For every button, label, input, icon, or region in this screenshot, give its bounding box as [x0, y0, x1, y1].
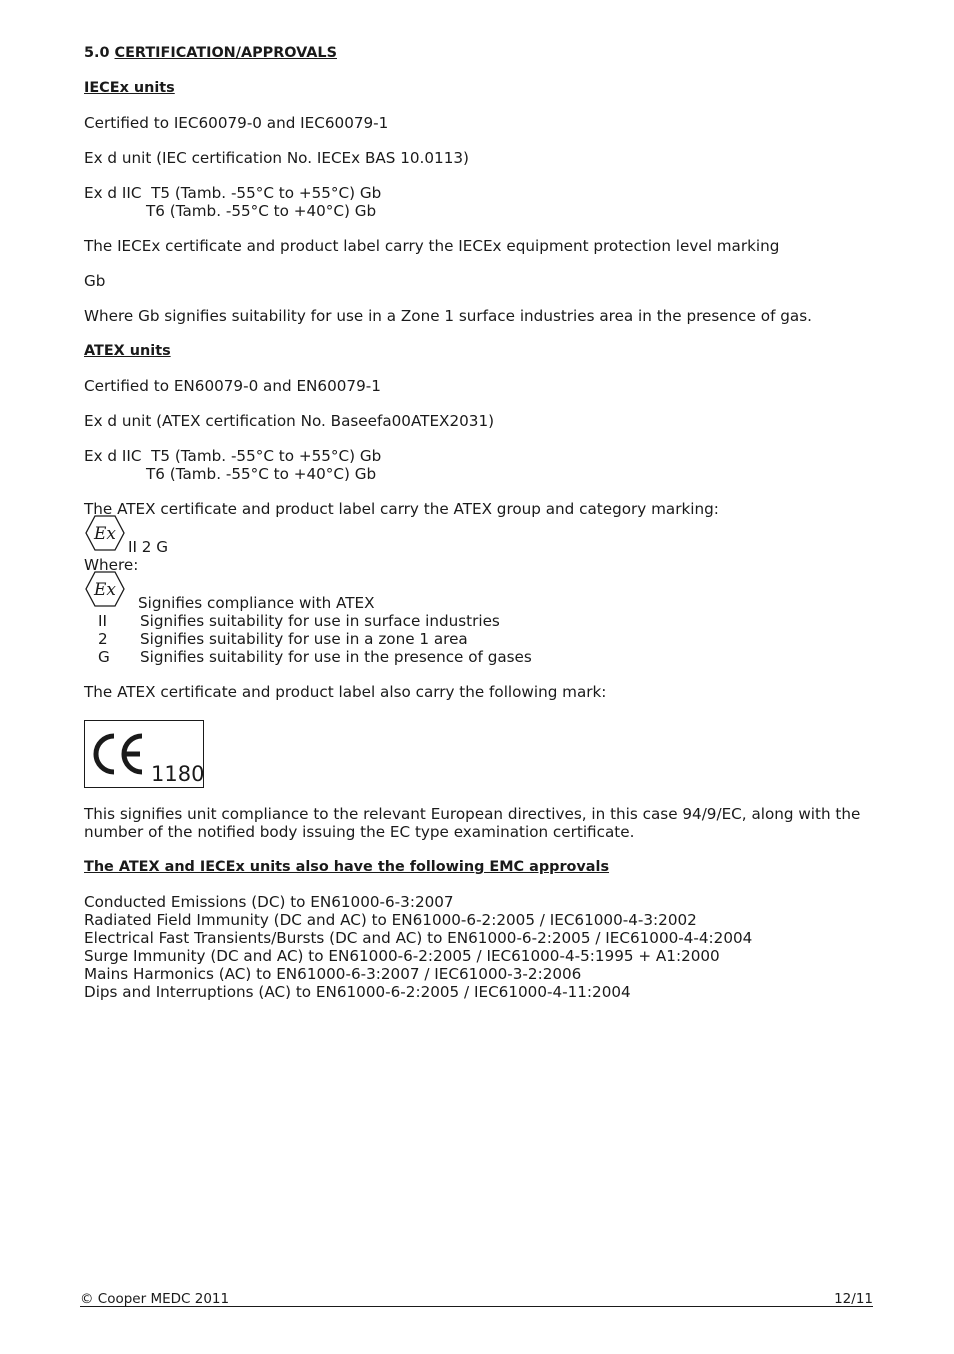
section-title: CERTIFICATION/APPROVALS	[114, 45, 337, 61]
legend-row	[84, 612, 874, 630]
legend-row	[84, 630, 874, 648]
document-body	[84, 44, 874, 1001]
ex-hexagon-icon	[84, 514, 126, 556]
ce-notified-body-number: 1180	[151, 762, 205, 786]
ex-meaning-row	[84, 574, 874, 612]
ce-logo-icon	[90, 730, 150, 778]
legend-symbol: G	[98, 648, 110, 666]
ex-meaning: Signifies compliance with ATEX	[138, 594, 375, 612]
ce-mark	[84, 720, 204, 788]
emc-item: Radiated Field Immunity (DC and AC) to EN61000-6-2:2005 / IEC61000-4-3:2002	[84, 911, 697, 929]
atex-heading: ATEX units	[84, 343, 171, 359]
iecex-epl: Gb	[84, 272, 106, 290]
legend-symbol: 2	[98, 630, 108, 648]
atex-rating-line1: Ex d IIC T5 (Tamb. -55°C to +55°C) Gb	[84, 447, 382, 465]
section-number: 5.0	[84, 45, 110, 61]
iecex-certified: Certified to IEC60079-0 and IEC60079-1	[84, 114, 389, 132]
emc-item: Mains Harmonics (AC) to EN61000-6-3:2007 / IEC61000-3-2:2006	[84, 965, 582, 983]
atex-marking-code: II 2 G	[128, 538, 169, 556]
atex-marking-row	[84, 518, 874, 556]
footer-page-number: 12/11	[834, 1291, 873, 1307]
iecex-heading: IECEx units	[84, 80, 175, 96]
atex-unit: Ex d unit (ATEX certification No. Baseefa00ATEX2031)	[84, 412, 495, 430]
legend-meaning: Signifies suitability for use in a zone 1 area	[140, 630, 468, 648]
legend-symbol: II	[98, 612, 107, 630]
ex-hexagon-icon	[84, 570, 126, 612]
emc-item: Electrical Fast Transients/Bursts (DC and AC) to EN61000-6-2:2005 / IEC61000-4-4:2004	[84, 929, 753, 947]
atex-marking-text: The ATEX certificate and product label carry the ATEX group and category marking:	[84, 500, 719, 518]
atex-also-mark: The ATEX certificate and product label also carry the following mark:	[84, 683, 607, 701]
iecex-marking-text: The IECEx certificate and product label carry the IECEx equipment protection level marking	[84, 237, 780, 255]
atex-rating-line2: T6 (Tamb. -55°C to +40°C) Gb	[146, 465, 377, 483]
emc-item: Surge Immunity (DC and AC) to EN61000-6-2:2005 / IEC61000-4-5:1995 + A1:2000	[84, 947, 720, 965]
iecex-epl-meaning: Where Gb signifies suitability for use in a Zone 1 surface industries area in the presence of gas.	[84, 307, 812, 325]
svg-text:Ex: Ex	[94, 580, 116, 600]
footer-divider	[80, 1306, 873, 1307]
emc-heading: The ATEX and IECEx units also have the following EMC approvals	[84, 859, 610, 875]
iecex-unit: Ex d unit (IEC certification No. IECEx BAS 10.0113)	[84, 149, 469, 167]
iecex-rating-line2: T6 (Tamb. -55°C to +40°C) Gb	[146, 202, 377, 220]
atex-certified: Certified to EN60079-0 and EN60079-1	[84, 377, 381, 395]
legend-meaning: Signifies suitability for use in surface industries	[140, 612, 500, 630]
section-heading	[84, 44, 874, 62]
iecex-rating-line1: Ex d IIC T5 (Tamb. -55°C to +55°C) Gb	[84, 184, 382, 202]
footer-copyright: © Cooper MEDC 2011	[80, 1291, 230, 1307]
legend-meaning: Signifies suitability for use in the presence of gases	[140, 648, 532, 666]
emc-item: Conducted Emissions (DC) to EN61000-6-3:2007	[84, 893, 454, 911]
where-label: Where:	[84, 556, 139, 574]
svg-text:Ex: Ex	[94, 524, 116, 544]
emc-item: Dips and Interruptions (AC) to EN61000-6-2:2005 / IEC61000-4-11:2004	[84, 983, 631, 1001]
atex-compliance-text: This signifies unit compliance to the relevant European directives, in this case 94/9/EC, along with the number of the notified body issuing the EC type examination certificate.	[84, 805, 861, 841]
legend-row	[84, 648, 874, 666]
